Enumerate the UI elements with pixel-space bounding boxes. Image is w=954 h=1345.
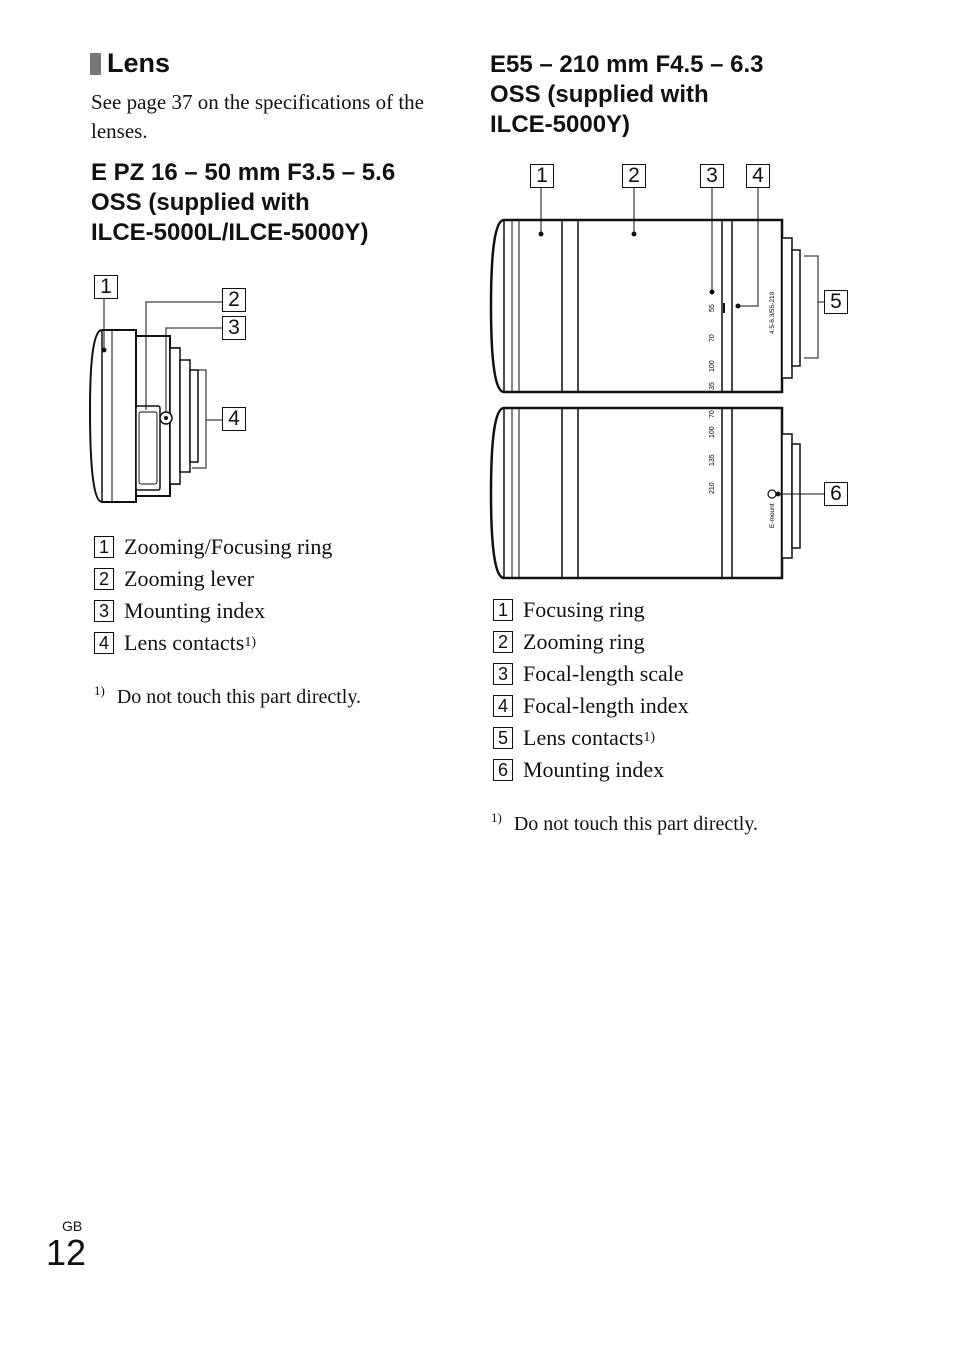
list-item: 2 Zooming lever (94, 566, 254, 592)
lens2-callout-6: 6 (824, 482, 848, 506)
lens1-callout-1: 1 (94, 275, 118, 299)
list-item: 4 Lens contacts 1) (94, 630, 256, 656)
model-text: 4.5-6.3/55-210 (769, 291, 776, 334)
lens1-diagram (88, 270, 288, 515)
list-item: 1 Focusing ring (493, 597, 645, 623)
scale-210: 210 (709, 482, 716, 494)
mount-text: E-mount (769, 503, 776, 528)
lens1-title: E PZ 16 – 50 mm F3.5 – 5.6 OSS (supplied with ILCE-5000L/ILCE-5000Y) (91, 159, 396, 246)
lens2-callout-5: 5 (824, 290, 848, 314)
list-item: 1 Zooming/Focusing ring (94, 534, 332, 560)
scale-35: 35 (709, 382, 716, 390)
scale-70b: 70 (709, 410, 716, 418)
lens2-footnote: $^{1)}$ Do not touch this part directly. (491, 810, 759, 835)
lens2-diagram (488, 188, 828, 584)
scale-70: 70 (709, 334, 716, 342)
list-item: 2 Zooming ring (493, 629, 645, 655)
section-title-text: Lens (107, 48, 171, 78)
section-title (90, 48, 170, 79)
section-marker (90, 53, 101, 75)
scale-135: 135 (709, 454, 716, 466)
page-number: 12 (46, 1232, 87, 1273)
list-item: 4 Focal-length index (493, 693, 689, 719)
lens2-callout-3: 3 (700, 164, 724, 188)
list-item: 3 Mounting index (94, 598, 265, 624)
lens1-callout-2: 2 (222, 288, 246, 312)
scale-100b: 100 (709, 426, 716, 438)
list-item: 5 Lens contacts 1) (493, 725, 655, 751)
scale-55: 55 (709, 304, 716, 312)
lens2-title: E55 – 210 mm F4.5 – 6.3 OSS (supplied with ILCE-5000Y) (490, 51, 764, 138)
scale-100: 100 (709, 360, 716, 372)
lens2-callout-4: 4 (746, 164, 770, 188)
lens1-callout-3: 3 (222, 316, 246, 340)
list-item: 6 Mounting index (493, 757, 664, 783)
page-region-code: GB (62, 1218, 83, 1234)
lens2-callout-2: 2 (622, 164, 646, 188)
section-intro: See page 37 on the specifications of the lenses. (91, 90, 424, 143)
list-item: 3 Focal-length scale (493, 661, 684, 687)
lens1-footnote: $^{1)}$ Do not touch this part directly. (94, 683, 362, 708)
lens2-callout-1: 1 (530, 164, 554, 188)
lens1-callout-4: 4 (222, 407, 246, 431)
